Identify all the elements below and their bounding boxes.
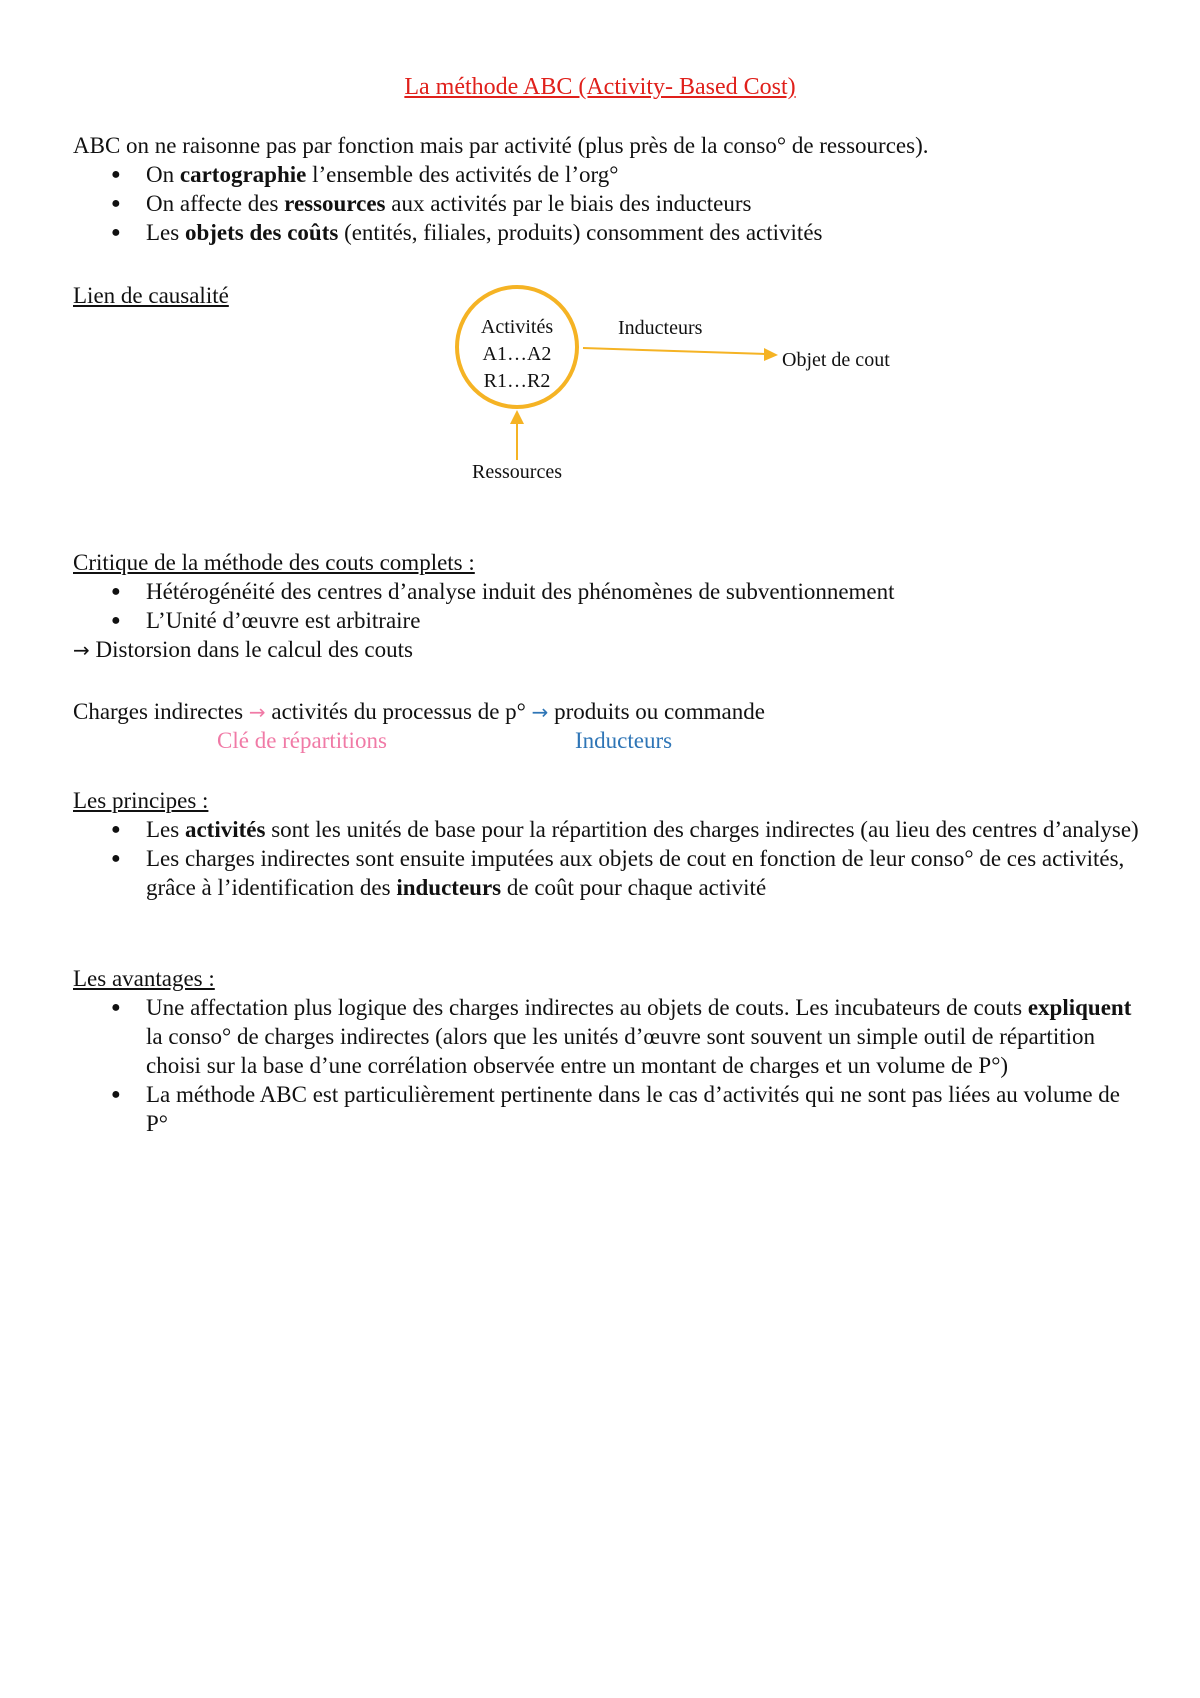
critique-section xyxy=(73,548,1143,665)
objet-de-cout-label: Objet de cout xyxy=(782,349,890,371)
intro-section xyxy=(73,131,1143,247)
conclusion-text: Distorsion dans le calcul des couts xyxy=(95,637,413,662)
flow-line xyxy=(73,697,1143,727)
circle-label-activites: Activités xyxy=(480,316,554,338)
principes-bullet xyxy=(73,844,1143,902)
avantages-bullet xyxy=(73,1080,1143,1138)
bullet-bold-text: ressources xyxy=(284,191,386,216)
principes-section xyxy=(73,786,1143,902)
bullet-text: la conso° de charges indirectes (alors que les unités d’œuvre sont souvent un simple outil de répartition choisi sur la base d’une corrélation observée entre un montant de charges et un volume de P°) xyxy=(146,1024,1095,1078)
bullet-text: l’ensemble des activités de l’org° xyxy=(306,162,619,187)
bullet-bold-text: cartographie xyxy=(179,162,307,187)
bullet-text: On xyxy=(146,162,180,187)
bullet-text: Les charges indirectes sont ensuite imputées aux objets de cout en fonction de leur conso° de ces activités, grâce à l’identification des xyxy=(146,846,1125,900)
inducteurs-label: Inducteurs xyxy=(618,317,703,339)
cle-de-repartitions-label: Clé de répartitions xyxy=(217,728,387,753)
bullet-text: (entités, filiales, produits) consomment des activités xyxy=(338,220,823,245)
ressources-label: Ressources xyxy=(472,461,562,483)
avantages-heading: Les avantages : xyxy=(73,966,215,991)
bullet-text: Les xyxy=(146,817,185,842)
avantages-bullet xyxy=(73,993,1143,1080)
bullet-text: sont les unités de base pour la répartition des charges indirectes (au lieu des centres d’analyse) xyxy=(265,817,1139,842)
document-title: La méthode ABC (Activity- Based Cost) xyxy=(404,74,796,100)
causality-heading: Lien de causalité xyxy=(73,283,229,308)
bullet-text: aux activités par le biais des inducteurs xyxy=(385,191,752,216)
pink-arrow-icon: → xyxy=(248,700,266,724)
flow-labels xyxy=(0,726,1200,756)
flow-activites: activités du processus de p° xyxy=(265,699,532,724)
circle-label-r1-r2: R1…R2 xyxy=(483,370,551,392)
bullet-text: La méthode ABC est particulièrement pertinente dans le cas d’activités qui ne sont pas liées au volume de P° xyxy=(146,1082,1121,1136)
intro-bullet xyxy=(73,218,1143,247)
inducteurs-arrowhead xyxy=(764,348,778,361)
bullet-text: Une affectation plus logique des charges indirectes au objets de couts. Les incubateurs de couts xyxy=(146,995,1028,1020)
intro-bullet-list xyxy=(73,160,1143,247)
critique-heading: Critique de la méthode des couts complets : xyxy=(73,550,475,575)
right-arrow-icon: → xyxy=(73,638,90,662)
inducteurs-arrow-line xyxy=(583,348,765,354)
bullet-bold-text: activités xyxy=(184,817,266,842)
principes-heading: Les principes : xyxy=(73,788,209,813)
principes-bullet-list xyxy=(73,815,1143,902)
flow-charges-indirectes: Charges indirectes xyxy=(73,699,249,724)
critique-bullet-list xyxy=(73,577,1143,635)
intro-bullet xyxy=(73,189,1143,218)
critique-bullet: ● Hétérogénéité des centres d’analyse induit des phénomènes de subventionnement xyxy=(73,577,1143,606)
bullet-text: de coût pour chaque activité xyxy=(501,875,767,900)
bullet-bold-text: inducteurs xyxy=(396,875,502,900)
critique-bullet: ● L’Unité d’œuvre est arbitraire xyxy=(73,606,1143,635)
blue-arrow-icon: → xyxy=(531,700,549,724)
intro-bullet xyxy=(73,160,1143,189)
bullet-text: Les xyxy=(146,220,185,245)
critique-conclusion xyxy=(73,635,1143,665)
bullet-text: On affecte des xyxy=(146,191,285,216)
bullet-bold-text: objets des coûts xyxy=(184,220,339,245)
inducteurs-flow-label: Inducteurs xyxy=(575,728,673,753)
ressources-arrowhead xyxy=(510,410,524,424)
intro-text: ABC on ne raisonne pas par fonction mais par activité (plus près de la conso° de ressources). xyxy=(73,133,929,158)
avantages-section xyxy=(73,964,1143,1138)
principes-bullet xyxy=(73,815,1143,844)
flow-produits: produits ou commande xyxy=(548,699,765,724)
bullet-bold-text: expliquent xyxy=(1027,995,1132,1020)
avantages-bullet-list xyxy=(73,993,1143,1138)
circle-label-a1-a2: A1…A2 xyxy=(482,343,552,365)
